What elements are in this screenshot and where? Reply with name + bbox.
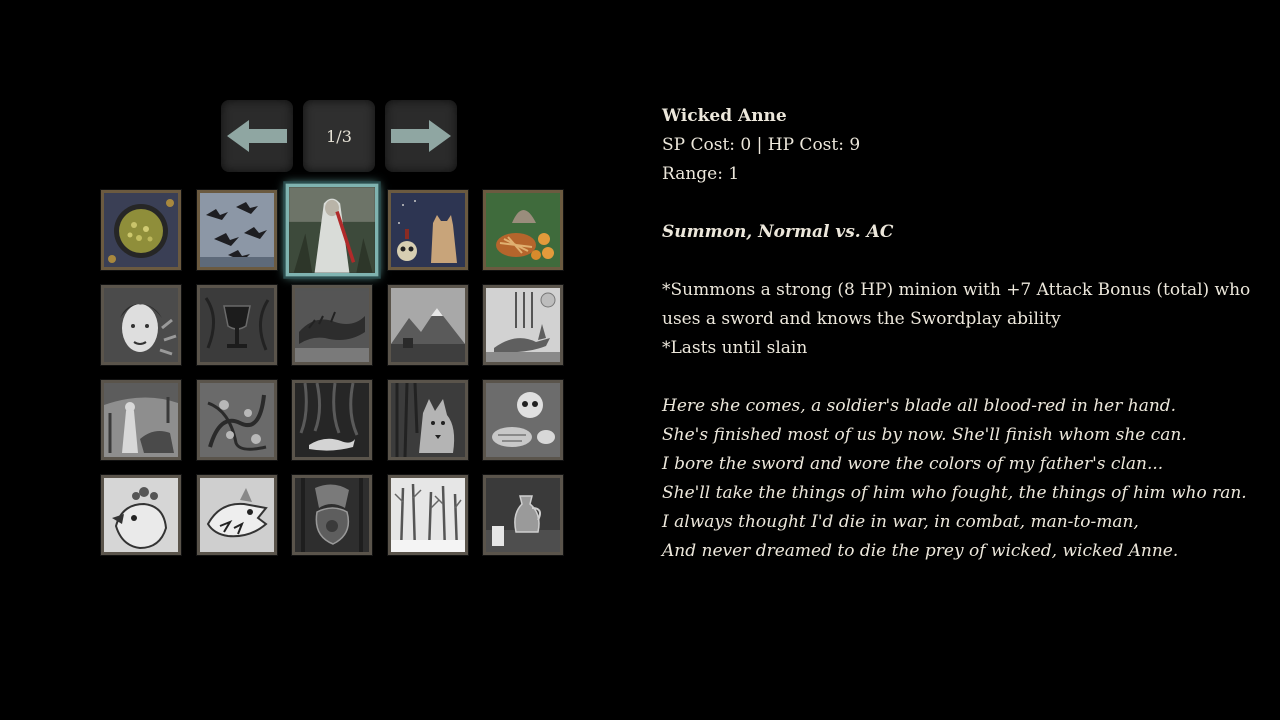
pie-feast-card[interactable]: [483, 190, 563, 270]
ability-card-grid: [101, 190, 563, 555]
flavor-line: I always thought I'd die in war, in combat, man-to-man,: [662, 512, 1139, 532]
arrow-right-icon: [389, 119, 453, 153]
ability-effect: *Summons a strong (8 HP) minion with +7 Attack Bonus (total) who uses a sword and knows the Swordplay ability: [662, 280, 1251, 329]
roots-card[interactable]: [292, 380, 372, 460]
woman-horse-card[interactable]: [101, 380, 181, 460]
pie-feast-icon: [486, 193, 560, 267]
flavor-line: Here she comes, a soldier's blade all blood-red in her hand.: [662, 396, 1177, 416]
flavor-line: And never dreamed to die the prey of wicked, wicked Anne.: [662, 541, 1179, 561]
roots-icon: [295, 383, 369, 457]
wolf-icon: [391, 383, 465, 457]
winter-trees-icon: [391, 478, 465, 552]
hare-icon: [486, 288, 560, 362]
mountains-icon: [391, 288, 465, 362]
jug-icon: [486, 478, 560, 552]
ability-effect: *Lasts until slain: [662, 338, 808, 358]
horse-saddle-card[interactable]: [292, 475, 372, 555]
page-indicator-box: [303, 100, 375, 172]
cauldron-icon: [104, 193, 178, 267]
jug-card[interactable]: [483, 475, 563, 555]
wicked-anne-icon: [289, 187, 375, 273]
bird-card[interactable]: [101, 475, 181, 555]
winter-trees-card[interactable]: [388, 475, 468, 555]
goblet-icon: [200, 288, 274, 362]
vines-icon: [200, 383, 274, 457]
page-indicator: 1/3: [326, 126, 352, 146]
lizard-card[interactable]: [292, 285, 372, 365]
ability-cost: SP Cost: 0 | HP Cost: 9: [662, 135, 861, 155]
arrow-left-icon: [225, 119, 289, 153]
rat-card[interactable]: [197, 475, 277, 555]
wicked-anne-card[interactable]: [286, 184, 379, 277]
flavor-line: She's finished most of us by now. She'll finish whom she can.: [662, 425, 1187, 445]
vines-card[interactable]: [197, 380, 277, 460]
mountains-card[interactable]: [388, 285, 468, 365]
portrait-card[interactable]: [101, 285, 181, 365]
crows-card[interactable]: [197, 190, 277, 270]
hare-card[interactable]: [483, 285, 563, 365]
skull-bread-icon: [486, 383, 560, 457]
previous-page-button[interactable]: [221, 100, 293, 172]
bird-icon: [104, 478, 178, 552]
woman-horse-icon: [104, 383, 178, 457]
flavor-line: She'll take the things of him who fought, the things of him who ran.: [662, 483, 1247, 503]
horse-saddle-icon: [295, 478, 369, 552]
portrait-icon: [104, 288, 178, 362]
next-page-button[interactable]: [385, 100, 457, 172]
skull-cat-card[interactable]: [388, 190, 468, 270]
skull-cat-icon: [391, 193, 465, 267]
flavor-line: I bore the sword and wore the colors of my father's clan...: [662, 454, 1164, 474]
ability-details-panel: [662, 102, 1272, 566]
skull-bread-card[interactable]: [483, 380, 563, 460]
wolf-card[interactable]: [388, 380, 468, 460]
ability-name: Wicked Anne: [662, 106, 787, 126]
crows-icon: [200, 193, 274, 267]
lizard-icon: [295, 288, 369, 362]
cauldron-card[interactable]: [101, 190, 181, 270]
ability-type: Summon, Normal vs. AC: [662, 222, 894, 242]
goblet-card[interactable]: [197, 285, 277, 365]
rat-icon: [200, 478, 274, 552]
ability-range: Range: 1: [662, 164, 740, 184]
